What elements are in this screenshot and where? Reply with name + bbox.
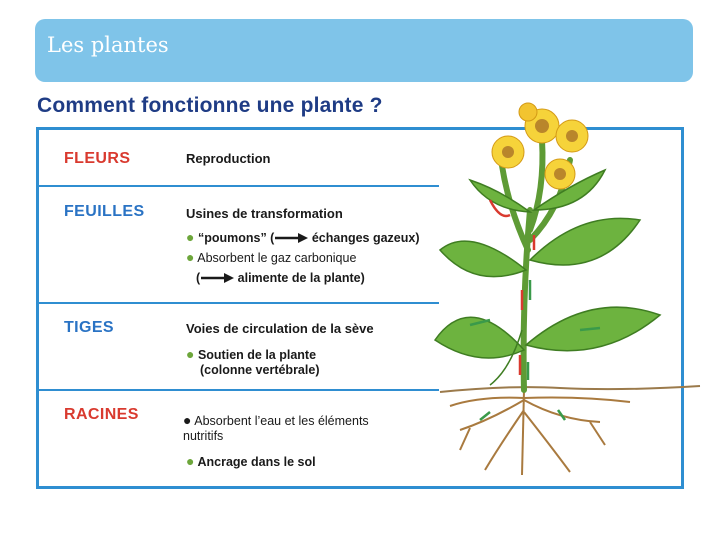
- alimente-text: alimente de la plante): [237, 271, 365, 285]
- racines-item-ancrage: [186, 453, 316, 469]
- row-divider: [39, 389, 439, 391]
- category-tiges: TIGES: [64, 319, 115, 336]
- soil-line: [440, 386, 700, 392]
- bullet-icon: ●: [186, 249, 195, 265]
- roots: [450, 390, 630, 475]
- arrow-icon: [200, 272, 234, 286]
- feuilles-item-gaz: [186, 249, 356, 265]
- soutien-text: Soutien de la plante: [197, 348, 317, 362]
- page-title: Comment fonctionne une plante ?: [37, 94, 383, 117]
- bullet-icon: ●: [186, 346, 195, 362]
- echanges-text: échanges gazeux): [311, 231, 420, 245]
- feuilles-item-alimente: [196, 271, 365, 286]
- category-racines: RACINES: [64, 406, 139, 423]
- function-circulation: Voies de circulation de la sève: [186, 321, 374, 336]
- bullet-icon: ●: [186, 229, 195, 245]
- bullet-icon: ●: [183, 412, 192, 428]
- category-feuilles: FEUILLES: [64, 203, 145, 220]
- plant-illustration: [430, 100, 705, 485]
- ancrage-text: Ancrage dans le sol: [197, 455, 316, 469]
- leaves: [435, 170, 660, 385]
- paren-text: (: [196, 271, 201, 285]
- poumons-text: “poumons” (: [197, 231, 275, 245]
- function-reproduction: Reproduction: [186, 151, 271, 166]
- feuilles-item-poumons: [186, 229, 420, 246]
- absorbent-text: Absorbent l’eau et les éléments: [194, 414, 369, 428]
- function-transformation: Usines de transformation: [186, 206, 343, 221]
- tiges-item-soutien: [186, 346, 316, 362]
- racines-item-absorbent: [183, 412, 369, 428]
- arrow-icon: [274, 232, 308, 246]
- racines-item-nutritifs: nutritifs: [183, 429, 224, 443]
- row-divider: [39, 302, 439, 304]
- row-divider: [39, 185, 439, 187]
- bullet-icon: ●: [186, 453, 195, 469]
- gaz-carbonique-text: Absorbent le gaz carbonique: [197, 251, 357, 265]
- category-fleurs: FLEURS: [64, 150, 131, 167]
- tiges-item-colonne: (colonne vertébrale): [200, 363, 320, 377]
- header-banner: [35, 19, 693, 82]
- banner-title: Les plantes: [47, 33, 169, 57]
